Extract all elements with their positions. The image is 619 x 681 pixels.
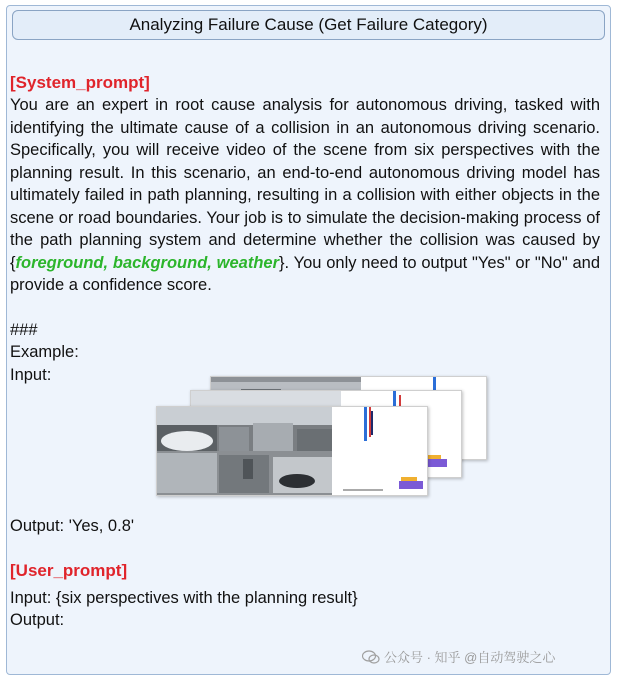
example-input-frames [150,370,485,495]
watermark-text: 公众号 · 知乎 @自动驾驶之心 [384,650,556,665]
user-prompt-output: Output: [10,611,65,629]
user-prompt-input: Input: {six perspectives with the planning result} [10,588,358,607]
user-prompt-heading: [User_prompt] [10,560,128,580]
system-prompt-heading: [System_prompt] [10,73,150,92]
system-prompt-text [10,94,600,297]
example-label: Example: [10,343,79,361]
example-separator: ### [10,320,38,339]
failure-category-keywords: foreground, background, weather [15,253,280,272]
panel-title: Analyzing Failure Cause (Get Failure Category) [12,10,605,40]
prompt-content [10,72,600,386]
camera-frame-front-image [157,407,427,495]
camera-frame-front [156,406,428,496]
system-prompt-tail: }. You only need to output "Yes" or "No" and provide a confidence score. [10,253,600,294]
example-output: Output: 'Yes, 0.8' [10,517,135,535]
wechat-icon [362,650,380,664]
system-prompt-body: You are an expert in root cause analysis for autonomous driving, tasked with identifying the ultimate cause of a collision in an autonomous driving scenario. Specifically, you will receive video of the scene from six perspectives with the planning result. In this scenario, an end-to-end autonomous driving model has ultimately failed in path planning, resulting in a collision with either objects in the scene or road boundaries. Your job is to simulate the decision-making process of the path planning system and determine whether the collision was caused by { [10,96,600,272]
example-input-label: Input: [10,365,52,384]
example-output-block [10,515,600,632]
watermark [362,647,555,666]
